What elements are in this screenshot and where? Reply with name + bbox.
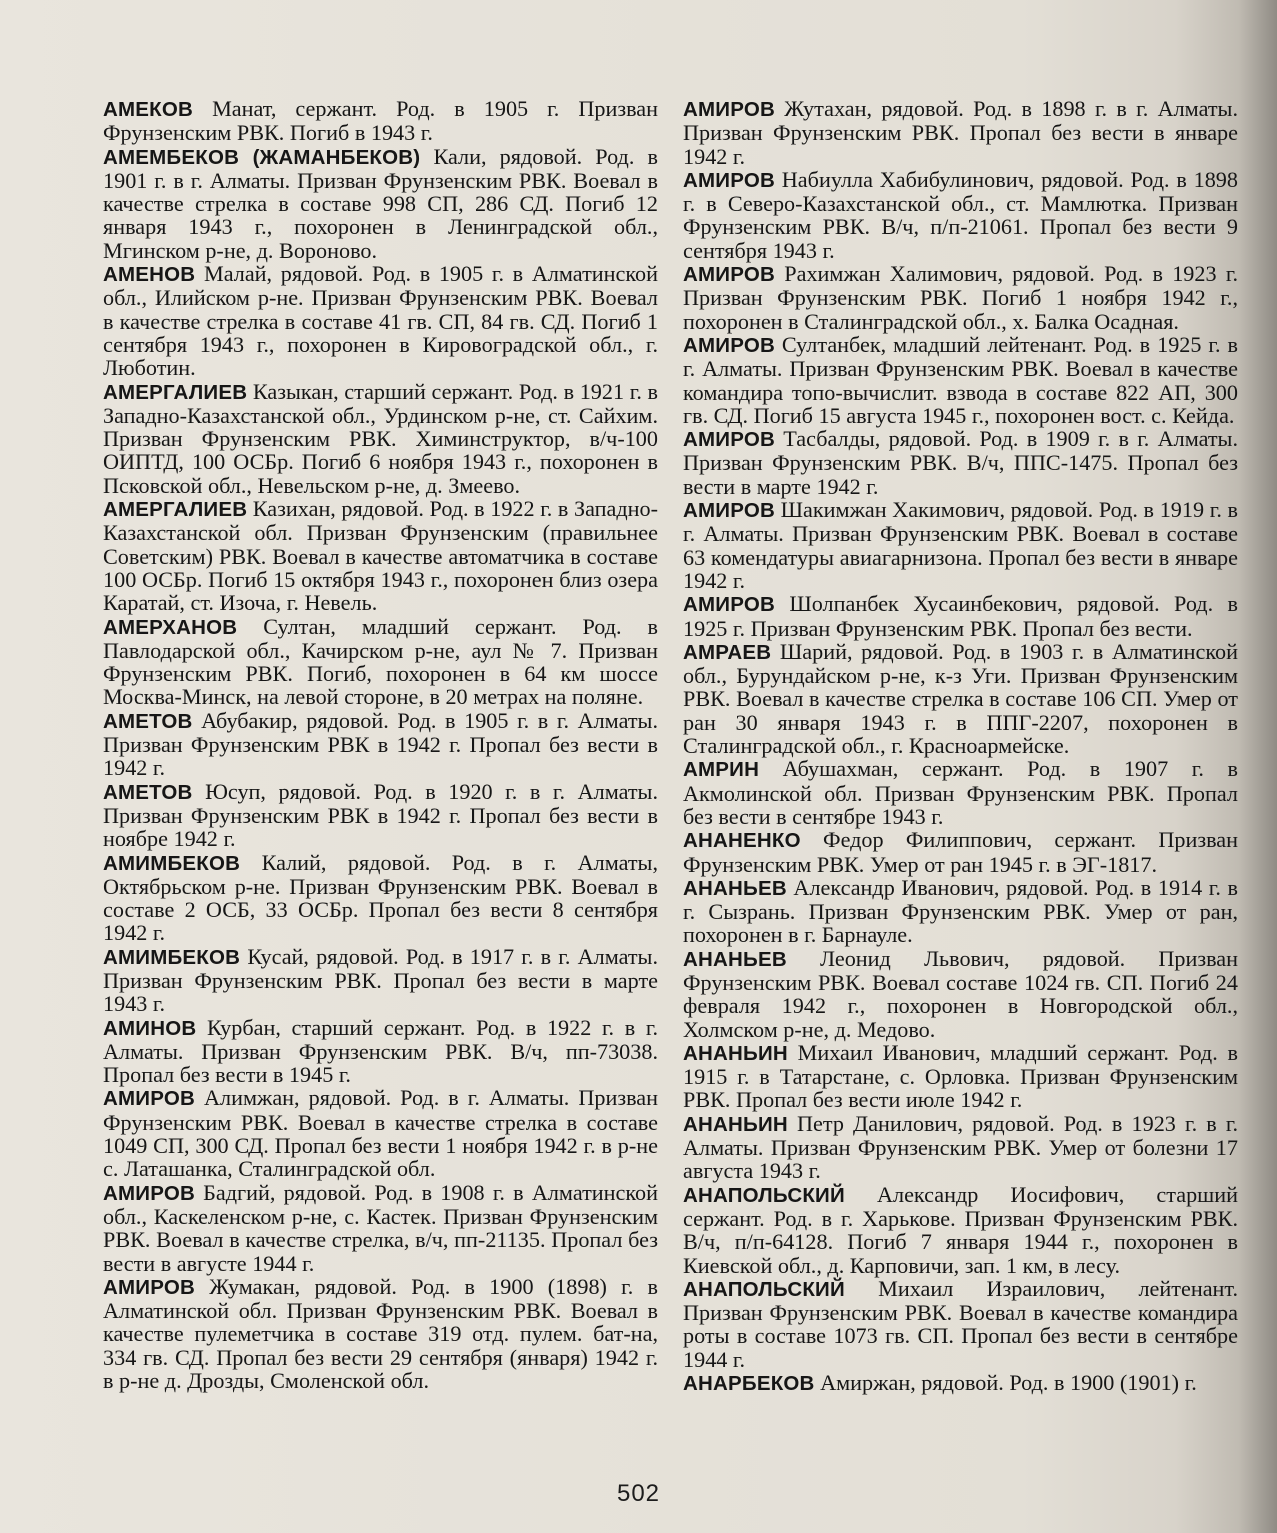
entry-surname: АМИРОВ bbox=[683, 428, 775, 452]
entry-surname: АМЕТОВ bbox=[103, 709, 193, 733]
biography-entry bbox=[103, 1016, 658, 1087]
entry-text: Рахимжан Халимович, рядовой. Род. в 1923 г. Призван Фрунзенским РВК. Погиб 1 ноября 1942 г., похоронен в Сталинградской обл., х. Балка Осадная. bbox=[683, 261, 1239, 334]
biography-entry bbox=[683, 1112, 1238, 1183]
biography-entry bbox=[683, 498, 1238, 592]
entry-text: Шарий, рядовой. Род. в 1903 г. в Алматинской обл., Бурундайском р-не, к-з Уги. Призван Фрунзенским РВК. Воевал в качестве стрелка в составе 106 СП. Умер от ран 30 января 1943 г. в ППГ-2207, похоронен в Сталинградской обл., г. Красноармейске. bbox=[683, 638, 1239, 759]
entry-text: Леонид Львович, рядовой. Призван Фрунзенским РВК. Воевал составе 1024 гв. СП. Погиб 24 февраля 1942 г., похоронен в Новгородской обл., Холмском р-не, д. Медово. bbox=[683, 945, 1239, 1042]
entry-text: Султан, младший сержант. Род. в Павлодарской обл., Качирском р-не, аул № 7. Призван Фрунзенским РВК. Погиб, похоронен в 64 км шоссе Москва-Минск, на левой стороне, в 20 метрах на поляне. bbox=[103, 613, 659, 710]
entry-surname: АМЕТОВ bbox=[103, 780, 193, 804]
entry-text: Абубакир, рядовой. Род. в 1905 г. в г. Алматы. Призван Фрунзенским РВК в 1942 г. Пропал без вести в 1942 г. bbox=[103, 707, 658, 781]
entry-surname: АМИРОВ bbox=[683, 98, 775, 121]
entry-text: Кали, рядовой. Род. в 1901 г. в г. Алматы. Призван Фрунзенским РВК. Воевал в качестве стрелка в составе 998 СП, 286 СД. Погиб 12 января 1943 г., похоронен в Ленинградской обл., Мгинском р-не, д. Вороново. bbox=[103, 143, 658, 263]
entry-surname: АНАРБЕКОВ bbox=[683, 1372, 815, 1396]
entry-text: Кусай, рядовой. Род. в 1917 г. в г. Алматы. Призван Фрунзенским РВК. Пропал без вести в марте 1943 г. bbox=[103, 943, 659, 1017]
entry-text: Бадгий, рядовой. Род. в 1908 г. в Алматинской обл., Каскеленском р-не, с. Кастек. Призван Фрунзенским РВК. Воевал в качестве стрелка, в/ч, пп-21135. Пропал без вести в августе 1944 г. bbox=[103, 1179, 659, 1276]
biography-entry bbox=[103, 945, 658, 1016]
entry-text: Курбан, старший сержант. Род. в 1922 г. в г. Алматы. Призван Фрунзенским РВК. В/ч, пп-73038. Пропал без вести в 1945 г. bbox=[103, 1014, 659, 1088]
entry-text: Жумакан, рядовой. Род. в 1900 (1898) г. в Алматинской обл. Призван Фрунзенским РВК. Воевал в качестве пулеметчика в составе 319 отд. пулем. бат-на, 334 гв. СД. Пропал без вести 29 сентября (января) 1942 г. в р-не д. Дрозды, Смоленской обл. bbox=[103, 1273, 658, 1394]
biography-entry bbox=[103, 709, 658, 780]
entry-text: Султанбек, младший лейтенант. Род. в 1925 г. в г. Алматы. Призван Фрунзенским РВК. Воевал в качестве командира топо-вычислит. взвода в составе 822 АП, 300 гв. СД. Погиб 15 августа 1945 г., похоронен вост. с. Кейда. bbox=[683, 331, 1238, 428]
entry-surname: АМРИН bbox=[683, 758, 760, 782]
biography-entry bbox=[683, 640, 1238, 757]
biography-entry bbox=[683, 1277, 1238, 1371]
entry-text: Калий, рядовой. Род. в г. Алматы, Октябрьском р-не. Призван Фрунзенским РВК. Воевал в составе 2 ОСБ, 33 ОСБр. Пропал без вести 8 сентября 1942 г. bbox=[103, 849, 659, 946]
entry-text: Абушахман, сержант. Род. в 1907 г. в Акмолинской обл. Призван Фрунзенским РВК. Пропал без вести в сентябре 1943 г. bbox=[683, 756, 1238, 829]
biography-entry bbox=[683, 876, 1238, 947]
page-number: 502 bbox=[616, 1480, 661, 1507]
entry-surname: АМИРОВ bbox=[103, 1181, 195, 1205]
biography-entry bbox=[683, 757, 1238, 828]
biography-entry bbox=[683, 1183, 1238, 1277]
biography-entry bbox=[103, 780, 658, 851]
entry-surname: АНАПОЛЬСКИЙ bbox=[683, 1277, 845, 1301]
biography-entry bbox=[683, 1371, 1238, 1395]
biography-entry bbox=[683, 333, 1238, 427]
biography-entry bbox=[103, 1181, 658, 1275]
entry-text: Петр Данилович, рядовой. Род. в 1923 г. в г. Алматы. Призван Фрунзенским РВК. Умер от болезни 17 августа 1943 г. bbox=[683, 1110, 1238, 1184]
entry-text: Манат, сержант. Род. в 1905 г. Призван Фрунзенским РВК. Погиб в 1943 г. bbox=[103, 96, 659, 146]
entry-text: Малай, рядовой. Род. в 1905 г. в Алматинской обл., Илийском р-не. Призван Фрунзенским РВК. Воевал в качестве стрелка в составе 41 гв. СП, 84 гв. СД. Погиб 1 сентября 1943 г., похоронен в Кировоградской обл., г. Люботин. bbox=[103, 261, 658, 381]
biography-entry bbox=[103, 615, 658, 709]
entry-text: Михаил Иванович, младший сержант. Род. в 1915 г. в Татарстане, с. Орловка. Призван Фрунзенским РВК. Пропал без вести июле 1942 г. bbox=[683, 1039, 1238, 1113]
entry-surname: АМИРОВ bbox=[683, 593, 775, 617]
biography-entry bbox=[683, 427, 1238, 498]
right-column bbox=[683, 97, 1238, 1395]
entry-surname: АМЕРГАЛИЕВ bbox=[103, 498, 248, 522]
entry-text: Жутахан, рядовой. Род. в 1898 г. в г. Алматы. Призван Фрунзенским РВК. Пропал без вести в январе 1942 г. bbox=[683, 96, 1238, 169]
entry-surname: АМЕРГАЛИЕВ bbox=[103, 380, 248, 404]
biography-entry bbox=[103, 1275, 658, 1392]
biography-entry bbox=[103, 97, 658, 145]
entry-text: Казыкан, старший сержант. Род. в 1921 г. в Западно-Казахстанской обл., Урдинском р-не, ст. Сайхим. Призван Фрунзенским РВК. Химинструктор, в/ч-100 ОИПТД, 100 ОСБр. Погиб 6 ноября 1943 г., похоронен в Псковской обл., Невельском р-не, д. Змеево. bbox=[103, 378, 659, 498]
entry-text: Александр Иванович, рядовой. Род. в 1914 г. в г. Сызрань. Призван Фрунзенским РВК. Умер от ран, похоронен в г. Барнауле. bbox=[683, 874, 1238, 948]
entry-text: Шакимжан Хакимович, рядовой. Род. в 1919 г. в г. Алматы. Призван Фрунзенским РВК. Воевал в составе 63 комендатуры авиагарнизона. Пропал без вести в январе 1942 г. bbox=[683, 497, 1239, 593]
entry-surname: АМИНОВ bbox=[103, 1016, 197, 1040]
entry-text: Шолпанбек Хусаинбекович, рядовой. Род. в 1925 г. Призван Фрунзенским РВК. Пропал без вести. bbox=[683, 591, 1238, 641]
biography-entry bbox=[683, 1041, 1238, 1112]
entry-surname: АМИРОВ bbox=[683, 168, 775, 192]
biography-entry bbox=[103, 262, 658, 379]
entry-text: Александр Иосифович, старший сержант. Род. в г. Харькове. Призван Фрунзенским РВК. В/ч, п/п-64128. Погиб 7 января 1944 г., похоронен в Киевской обл., д. Карповичи, зап. 1 км, в лесу. bbox=[683, 1181, 1238, 1278]
entry-surname: АМИРОВ bbox=[683, 499, 775, 523]
biography-entry bbox=[683, 97, 1238, 168]
entry-text: Михаил Израилович, лейтенант. Призван Фрунзенским РВК. Воевал в качестве командира роты в составе 1073 гв. СП. Пропал без вести в сентябре 1944 г. bbox=[683, 1275, 1238, 1372]
entry-text: Тасбалды, рядовой. Род. в 1909 г. в г. Алматы. Призван Фрунзенским РВК. В/ч, ППС-1475. Пропал без вести в марте 1942 г. bbox=[683, 426, 1239, 499]
biography-entry bbox=[103, 1086, 658, 1180]
entry-surname: АМЕРХАНОВ bbox=[103, 615, 238, 639]
entry-text: Казихан, рядовой. Род. в 1922 г. в Западно-Казахстанской обл. Призван Фрунзенским (правильнее Советским) РВК. Воевал в качестве автоматчика в составе 100 ОСБр. Погиб 15 октября 1943 г., похоронен близ озера Каратай, ст. Изоча, г. Невель. bbox=[103, 496, 658, 616]
entry-surname: АМРАЕВ bbox=[683, 640, 772, 664]
biography-entry bbox=[103, 145, 658, 262]
entry-text: Алимжан, рядовой. Род. в г. Алматы. Призван Фрунзенским РВК. Воевал в качестве стрелка в составе 1049 СП, 300 СД. Пропал без вести 1 ноября 1942 г. в р-не с. Латашанка, Сталинградской обл. bbox=[103, 1085, 658, 1182]
biography-entry bbox=[683, 828, 1238, 876]
entry-surname: АМИМБЕКОВ bbox=[103, 851, 241, 875]
entry-surname: АМИМБЕКОВ bbox=[103, 945, 241, 969]
entry-surname: АНАНЕНКО bbox=[683, 829, 801, 853]
biography-entry bbox=[683, 262, 1238, 333]
entry-text: Федор Филиппович, сержант. Призван Фрунзенским РВК. Умер от ран 1945 г. в ЭГ-1817. bbox=[683, 827, 1239, 877]
entry-surname: АМЕКОВ bbox=[103, 98, 194, 121]
entry-surname: АНАНЬИН bbox=[683, 1041, 788, 1065]
entry-text: Набиулла Хабибулинович, рядовой. Род. в 1898 г. в Северо-Казахстанской обл., ст. Мамлютка. Призван Фрунзенским РВК. В/ч, п/п-21061. Пропал без вести 9 сентября 1943 г. bbox=[683, 166, 1238, 263]
entry-surname: АМИРОВ bbox=[103, 1275, 195, 1299]
entry-surname: АМИРОВ bbox=[683, 263, 775, 287]
biography-entry bbox=[683, 947, 1238, 1041]
entry-surname: АНАНЬЕВ bbox=[683, 947, 787, 971]
entry-text: Юсуп, рядовой. Род. в 1920 г. в г. Алматы. Призван Фрунзенским РВК в 1942 г. Пропал без вести в ноябре 1942 г. bbox=[103, 778, 659, 852]
biography-entry bbox=[103, 497, 658, 614]
entry-surname: АМИРОВ bbox=[103, 1087, 195, 1111]
entry-surname: АНАНЬИН bbox=[683, 1112, 788, 1136]
entry-surname: АНАПОЛЬСКИЙ bbox=[683, 1183, 845, 1207]
biography-entry bbox=[683, 168, 1238, 262]
biography-entry bbox=[683, 592, 1238, 640]
entry-surname: АМИРОВ bbox=[683, 333, 775, 357]
left-column bbox=[103, 97, 658, 1392]
entry-surname: АМЕМБЕКОВ (ЖАМАНБЕКОВ) bbox=[103, 145, 421, 169]
biography-entry bbox=[103, 851, 658, 945]
entry-surname: АНАНЬЕВ bbox=[683, 876, 787, 900]
entry-text: Амиржан, рядовой. Род. в 1900 (1901) г. bbox=[820, 1370, 1197, 1396]
entry-surname: АМЕНОВ bbox=[103, 263, 196, 287]
biography-entry bbox=[103, 380, 658, 497]
